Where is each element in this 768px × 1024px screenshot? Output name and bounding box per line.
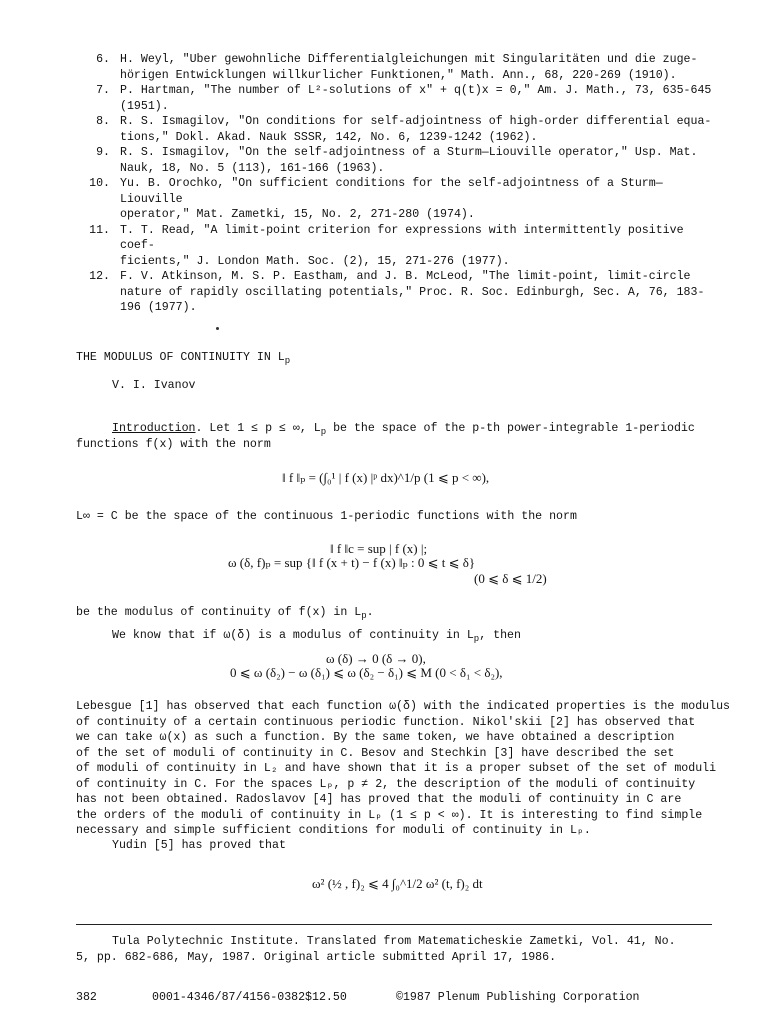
reference-line: 196 (1977). xyxy=(120,301,197,314)
article-code: 0001-4346/87/4156-0382$12.50 xyxy=(152,991,347,1004)
modulus-line: be the modulus of continuity of f(x) in $L_p$. xyxy=(76,606,374,621)
affiliation-note xyxy=(76,934,676,965)
reference-number: 6. xyxy=(96,53,110,66)
reference-line: (1951). xyxy=(120,99,169,113)
linf-line: L∞ = C be the space of the continuous 1-periodic functions with the norm xyxy=(76,510,577,523)
reference-line: F. V. Atkinson, M. S. P. Eastham, and J. B. McLeod, "The limit-point, limit-circle xyxy=(120,270,691,283)
reference-list xyxy=(76,52,716,316)
intro-line-1: Introduction. Let 1 ≤ p ≤ ∞, $L_p$ be the space of the p-th power-integrable 1-periodic xyxy=(112,422,695,437)
reference-item xyxy=(76,269,716,316)
formula-inequality: 0 ⩽ ω (δ₂) − ω (δ₁) ⩽ ω (δ₂ − δ₁) ⩽ M (0 < δ₁ < δ₂), xyxy=(230,665,503,680)
reference-line: Nauk, 18, No. 5 (113), 161-166 (1963). xyxy=(120,161,385,175)
reference-item xyxy=(76,83,716,114)
know-line: We know that if ω(δ) is a modulus of continuity in $L_p$, then xyxy=(112,629,521,644)
reference-number: 11. xyxy=(89,223,110,237)
article-title: THE MODULUS OF CONTINUITY IN $L_p$ xyxy=(76,351,291,366)
paragraph-line: of the set of moduli of continuity in C. Besov and Stechkin [3] have described the set xyxy=(76,746,675,760)
body-paragraph xyxy=(76,699,736,839)
formula-yudin: ω² (½ , f)₂ ⩽ 4 ∫₀^1/2 ω² (t, f)₂ dt xyxy=(312,876,483,891)
formula-omega: ω (δ, f)ₚ = sup {‖ f (x + t) − f (x) ‖ₚ : 0 ⩽ t ⩽ δ} xyxy=(228,555,476,570)
stray-dot xyxy=(216,327,219,330)
page-number: 382 xyxy=(76,991,97,1004)
reference-item xyxy=(76,52,716,83)
affiliation-line: Tula Polytechnic Institute. Translated from Matematicheskie Zametki, Vol. 41, No. xyxy=(112,935,676,948)
reference-number: 9. xyxy=(96,146,110,159)
formula-omega-range: (0 ⩽ δ ⩽ 1/2) xyxy=(474,571,547,586)
intro-line-2: functions f(x) with the norm xyxy=(76,438,271,451)
reference-line: R. S. Ismagilov, "On conditions for self-adjointness of high-order differential equa- xyxy=(120,115,712,128)
reference-line: tions," Dokl. Akad. Nauk SSSR, 142, No. 6, 1239-1242 (1962). xyxy=(120,130,538,144)
paragraph-line: we can take ω(x) as such a function. By the same token, we have obtained a description xyxy=(76,731,675,744)
paragraph-line: Lebesgue [1] has observed that each function ω(δ) with the indicated properties is the modulus xyxy=(76,700,730,713)
paragraph-line: has not been obtained. Radoslavov [4] has proved that the moduli of continuity in C are xyxy=(76,793,682,806)
reference-line: R. S. Ismagilov, "On the self-adjointness of a Sturm—Liouville operator," Usp. Mat. xyxy=(120,146,698,159)
formula-limit: ω (δ) → 0 (δ → 0), xyxy=(326,651,426,666)
reference-line: H. Weyl, "Uber gewohnliche Differentialgleichungen mit Singularitäten und die zuge- xyxy=(120,53,698,66)
reference-line: ficients," J. London Math. Soc. (2), 15, 271-276 (1977). xyxy=(120,254,510,268)
reference-line: T. T. Read, "A limit-point criterion for expressions with intermittently positive coef- xyxy=(120,223,684,252)
reference-item xyxy=(76,223,716,270)
paragraph-line: of continuity of a certain continuous periodic function. Nikol'skii [2] has observed that xyxy=(76,715,696,729)
formula-sup: ‖ f ‖c = sup | f (x) |; xyxy=(330,541,428,556)
reference-number: 12. xyxy=(89,270,110,283)
footnote-divider xyxy=(76,924,712,925)
affiliation-line: 5, pp. 682-686, May, 1987. Original article submitted April 17, 1986. xyxy=(76,950,557,964)
paragraph-line: the orders of the moduli of continuity in Lₚ (1 ≤ p < ∞). It is interesting to find simple xyxy=(76,808,703,822)
reference-line: nature of rapidly oscillating potentials," Proc. R. Soc. Edinburgh, Sec. A, 76, 183- xyxy=(120,285,705,299)
intro-heading: Introduction xyxy=(112,422,196,435)
reference-item xyxy=(76,176,716,223)
yudin-line: Yudin [5] has proved that xyxy=(112,839,286,852)
paragraph-line: of moduli of continuity in L₂ and have shown that it is a proper subset of the set of moduli xyxy=(76,762,717,775)
reference-item xyxy=(76,114,716,145)
copyright-notice: ©1987 Plenum Publishing Corporation xyxy=(396,991,640,1004)
reference-number: 8. xyxy=(96,115,110,128)
reference-line: hörigen Entwicklungen willkurlicher Funktionen," Math. Ann., 68, 220-269 (1910). xyxy=(120,68,677,82)
formula-norm: ‖ f ‖ₚ = (∫₀¹ | f (x) |ᵖ dx)^1/p (1 ⩽ p < ∞), xyxy=(282,470,490,485)
paragraph-line: necessary and simple sufficient conditions for moduli of continuity in Lₚ. xyxy=(76,824,591,837)
reference-line: operator," Mat. Zametki, 15, No. 2, 271-280 (1974). xyxy=(120,208,475,221)
reference-line: Yu. B. Orochko, "On sufficient conditions for the self-adjointness of a Sturm—Liouville xyxy=(120,177,663,206)
article-author: V. I. Ivanov xyxy=(112,379,196,392)
reference-item xyxy=(76,145,716,176)
paragraph-line: of continuity in C. For the spaces Lₚ, p ≠ 2, the description of the moduli of continuity xyxy=(76,777,696,791)
reference-line: P. Hartman, "The number of L²-solutions of x" + q(t)x = 0," Am. J. Math., 73, 635-645 xyxy=(120,84,712,97)
reference-number: 7. xyxy=(96,84,110,97)
reference-number: 10. xyxy=(89,177,110,190)
